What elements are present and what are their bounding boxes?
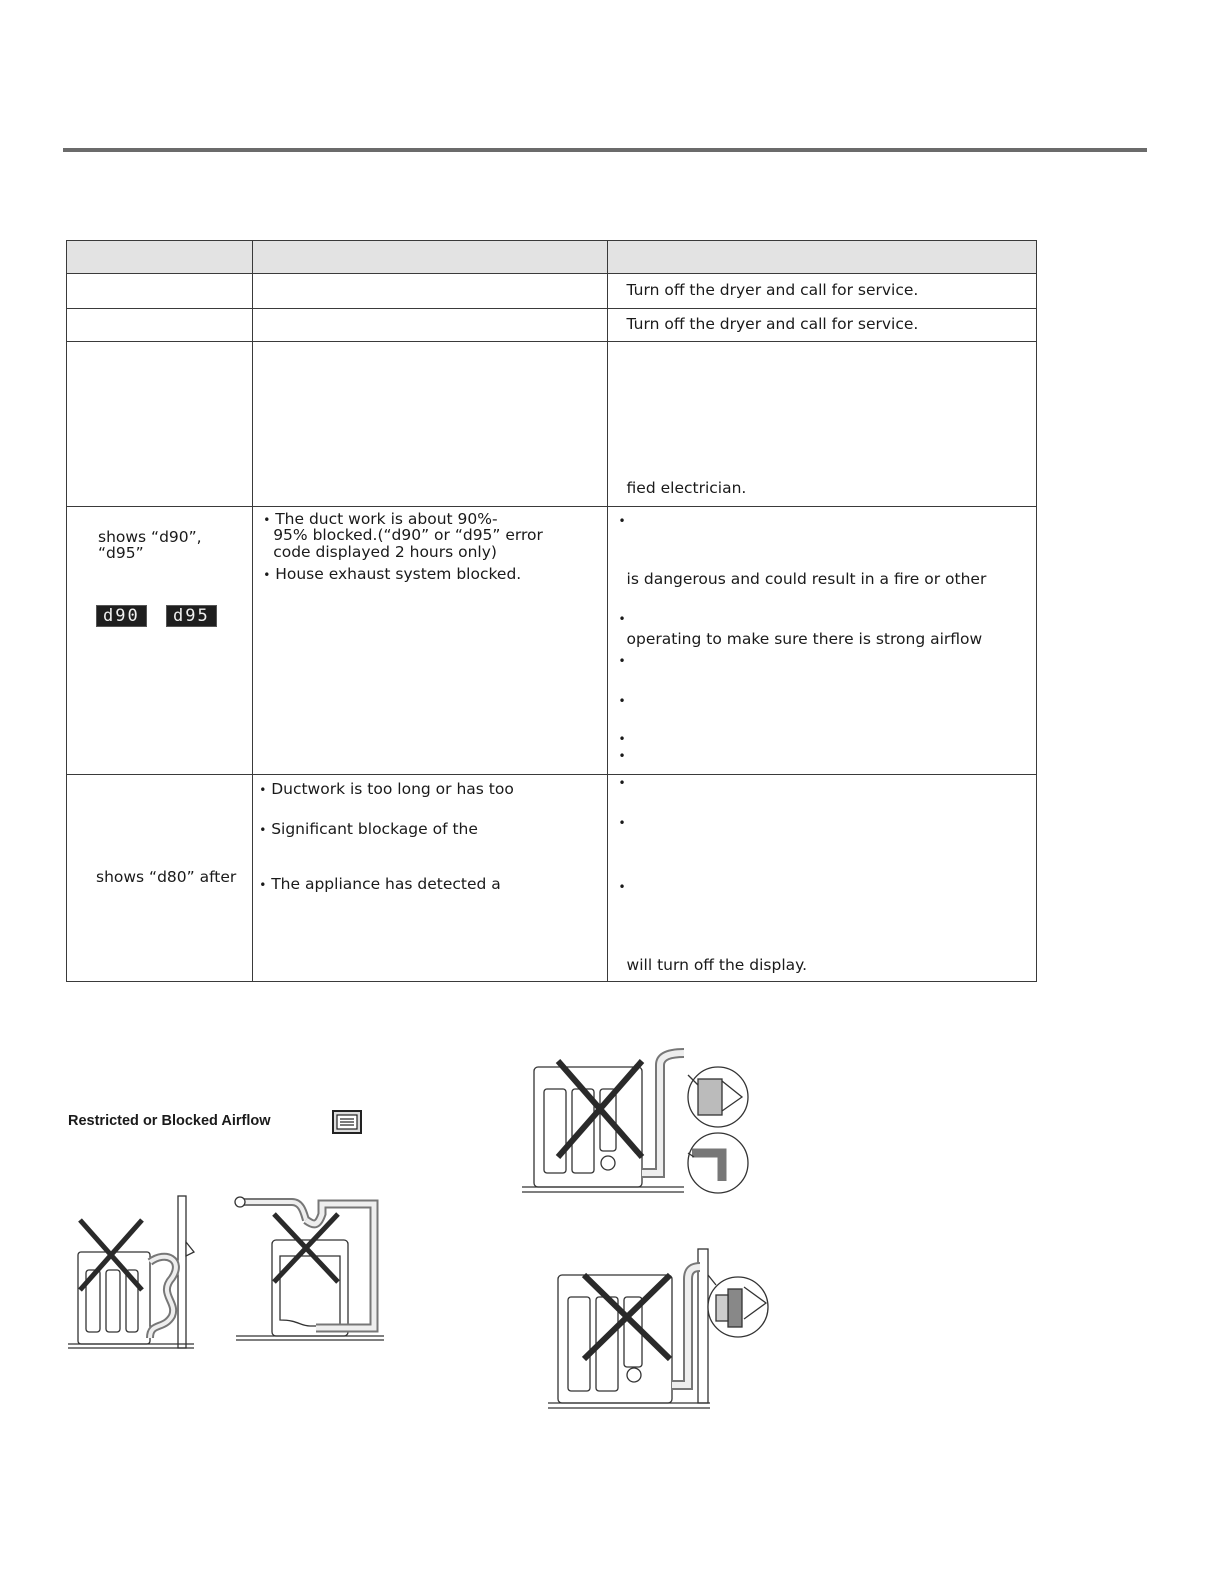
bullet-marker: • (618, 776, 626, 790)
solution-cell (607, 309, 1036, 342)
problem-cell (67, 274, 253, 309)
solution-text: fied electrician. (626, 479, 747, 497)
header-cell-cause (253, 241, 607, 274)
display-code-d90: d90 (96, 605, 147, 627)
dryer-crushed-duct-illustration (66, 1190, 202, 1380)
cause-text: code displayed 2 hours only) (273, 543, 497, 561)
problem-text: “d95” (98, 544, 144, 562)
problem-cell (67, 309, 253, 342)
cause-bullet: • House exhaust system blocked. (263, 565, 522, 583)
bullet-marker: • (618, 816, 626, 830)
cause-cell (253, 309, 607, 342)
cause-bullet: • Ductwork is too long or has too (259, 780, 514, 798)
solution-cell (607, 342, 1036, 507)
dryer-long-duct-illustration (232, 1190, 392, 1360)
table-row (67, 309, 1037, 342)
table-row (67, 274, 1037, 309)
solution-cell (607, 775, 1036, 982)
bullet-marker: • (618, 880, 626, 894)
problem-text: shows “d90”, (98, 528, 202, 546)
cause-text: 95% blocked.(“d90” or “d95” error (273, 526, 543, 544)
figure-title: Restricted or Blocked Airflow (68, 1113, 271, 1129)
table-row (67, 507, 1037, 775)
display-code-d95: d95 (166, 605, 217, 627)
cause-bullet: • Significant blockage of the (259, 820, 478, 838)
bullet-marker: • (618, 514, 626, 528)
bullet-marker: • (618, 612, 626, 626)
cause-cell (253, 775, 607, 982)
table-row (67, 342, 1037, 507)
dryer-blocked-vent-illustration (548, 1245, 776, 1415)
problem-cell (67, 775, 253, 982)
solution-cell (607, 507, 1036, 775)
solution-cell (607, 274, 1036, 309)
dryer-blocked-duct-closeup-illustration (522, 1045, 758, 1205)
cause-cell (253, 342, 607, 507)
bullet-marker: • (618, 749, 626, 763)
cause-bullet: • The appliance has detected a (259, 875, 501, 893)
bullet-marker: • (618, 694, 626, 708)
solution-text: Turn off the dryer and call for service. (626, 281, 919, 299)
troubleshooting-table (66, 240, 1037, 982)
header-rule (63, 148, 1147, 152)
problem-text: shows “d80” after (96, 868, 237, 886)
problem-cell (67, 507, 253, 775)
bullet-marker: • (618, 654, 626, 668)
header-cell-solution (607, 241, 1036, 274)
solution-text: will turn off the display. (626, 956, 808, 974)
cause-bullet: • The duct work is about 90%- (263, 510, 498, 528)
cause-cell (253, 507, 607, 775)
table-header-row (67, 241, 1037, 274)
airflow-display-icon (332, 1110, 364, 1136)
table-row (67, 775, 1037, 982)
cause-cell (253, 274, 607, 309)
header-cell-problem (67, 241, 253, 274)
bullet-marker: • (618, 732, 626, 746)
solution-text: Turn off the dryer and call for service. (626, 315, 919, 333)
solution-text: is dangerous and could result in a fire or other (626, 570, 987, 588)
solution-text: operating to make sure there is strong airflow (626, 630, 983, 648)
problem-cell (67, 342, 253, 507)
